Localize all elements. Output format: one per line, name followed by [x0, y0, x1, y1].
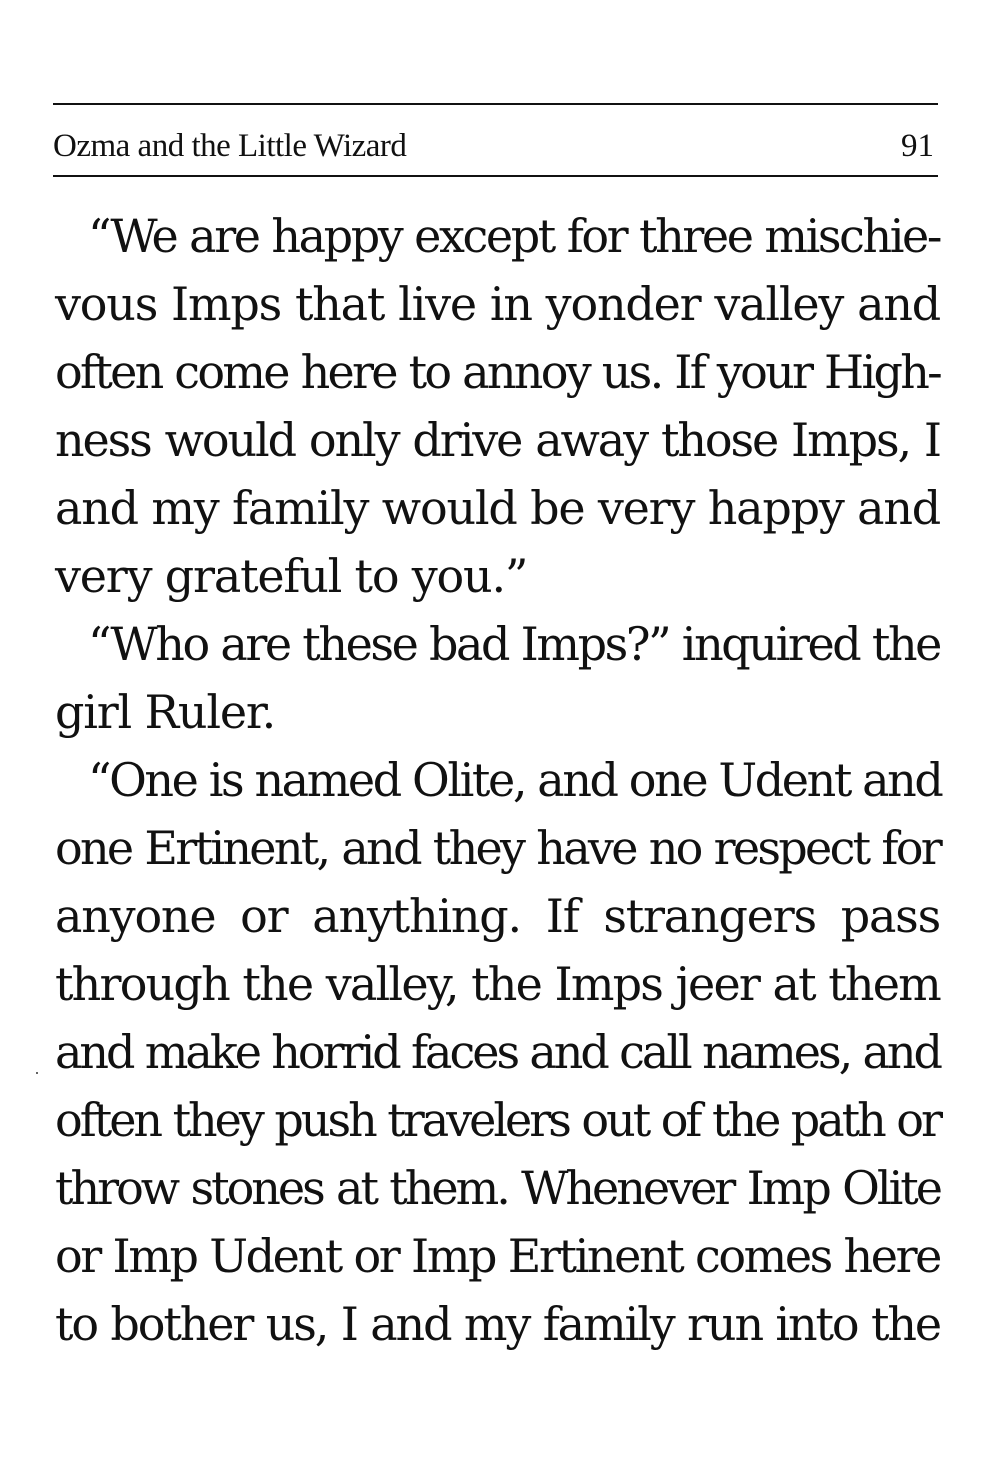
text-line: “Who are these bad Imps?” inquired the	[88, 617, 940, 671]
text-line: “One is named Olite, and one Udent and	[88, 753, 942, 807]
text-line: and my family would be very happy and	[55, 481, 940, 535]
header-bottom-rule	[53, 175, 938, 177]
text-line: ness would only drive away those Imps, I	[55, 413, 940, 467]
text-line: often they push travelers out of the path or	[55, 1093, 940, 1147]
text-line: anyone or anything. If strangers pass	[55, 889, 940, 943]
text-line: often come here to annoy us. If your High-	[55, 345, 940, 399]
text-line: through the valley, the Imps jeer at them	[55, 957, 940, 1011]
text-line: vous Imps that live in yonder valley and	[55, 277, 940, 331]
text-line: or Imp Udent or Imp Ertinent comes here	[55, 1229, 940, 1283]
text-line: very grateful to you.”	[55, 549, 528, 603]
text-line: to bother us, I and my family run into the	[55, 1297, 940, 1351]
page-number: 91	[901, 128, 934, 164]
text-line: one Ertinent, and they have no respect for	[55, 821, 940, 875]
body-text	[55, 202, 940, 1358]
text-line: girl Ruler.	[55, 685, 276, 739]
scan-speck	[36, 1072, 38, 1074]
header-top-rule	[53, 103, 938, 105]
text-line: “We are happy except for three mischie-	[88, 209, 940, 263]
running-title: Ozma and the Little Wizard	[53, 128, 407, 164]
text-line: throw stones at them. Whenever Imp Olite	[55, 1161, 940, 1215]
text-line: and make horrid faces and call names, and	[55, 1025, 940, 1079]
